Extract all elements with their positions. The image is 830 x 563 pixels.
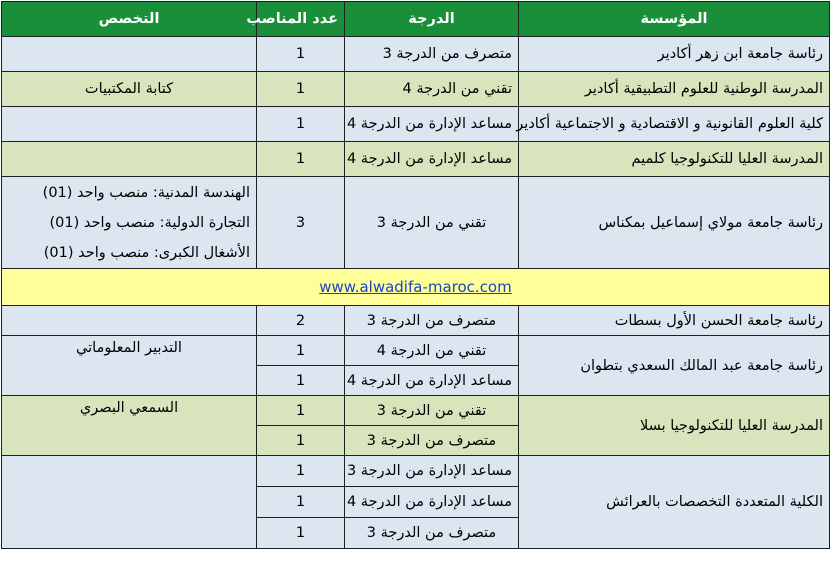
positions-cell: 2 xyxy=(257,306,345,336)
grade-cell: تقني من الدرجة 4 xyxy=(345,72,519,107)
specialty-cell xyxy=(2,37,257,72)
positions-cell: 1 xyxy=(257,107,345,142)
positions-cell: 1 xyxy=(257,37,345,72)
specialty-line: الأشغال الكبرى: منصب واحد (01) xyxy=(43,244,250,261)
table-row xyxy=(2,396,830,426)
link-row xyxy=(2,269,830,306)
header-grade: الدرجة xyxy=(345,2,519,37)
positions-cell: 1 xyxy=(257,396,345,426)
grade-cell: مساعد الإدارة من الدرجة 4 xyxy=(345,142,519,177)
table-row xyxy=(2,72,830,107)
table-row xyxy=(2,336,830,366)
positions-cell: 1 xyxy=(257,487,345,518)
grade-cell: مساعد الإدارة من الدرجة 4 xyxy=(345,487,519,518)
positions-cell: 1 xyxy=(257,426,345,456)
institution-cell: المدرسة العليا للتكنولوجيا بسلا xyxy=(519,396,830,456)
grade-cell: تقني من الدرجة 3 xyxy=(345,177,519,269)
positions-cell: 1 xyxy=(257,518,345,549)
specialty-cell xyxy=(2,177,257,269)
positions-cell: 1 xyxy=(257,456,345,487)
grade-cell: متصرف من الدرجة 3 xyxy=(345,306,519,336)
institution-cell: الكلية المتعددة التخصصات بالعرائش xyxy=(519,456,830,549)
specialty-cell xyxy=(2,456,257,549)
institution-cell: رئاسة جامعة ابن زهر أكادير xyxy=(519,37,830,72)
specialty-cell xyxy=(2,107,257,142)
institution-cell: المدرسة العليا للتكنولوجيا كلميم xyxy=(519,142,830,177)
header-row xyxy=(2,2,830,37)
grade-cell: تقني من الدرجة 3 xyxy=(345,396,519,426)
institution-cell: رئاسة جامعة الحسن الأول بسطات xyxy=(519,306,830,336)
website-link[interactable]: www.alwadifa-maroc.com xyxy=(319,278,512,296)
grade-cell: مساعد الإدارة من الدرجة 4 xyxy=(345,366,519,396)
grade-cell: متصرف من الدرجة 3 xyxy=(345,518,519,549)
table-row xyxy=(2,37,830,72)
positions-cell: 3 xyxy=(257,177,345,269)
institution-cell: المدرسة الوطنية للعلوم التطبيقية أكادير xyxy=(519,72,830,107)
table-row xyxy=(2,142,830,177)
positions-cell: 1 xyxy=(257,142,345,177)
specialty-cell xyxy=(2,142,257,177)
specialty-cell: كتابة المكتبيات xyxy=(2,72,257,107)
institution-cell: رئاسة جامعة عبد المالك السعدي بتطوان xyxy=(519,336,830,396)
institution-cell: كلية العلوم القانونية و الاقتصادية و الاجتماعية أكادير xyxy=(519,107,830,142)
table-row xyxy=(2,177,830,269)
positions-cell: 1 xyxy=(257,72,345,107)
institution-cell: رئاسة جامعة مولاي إسماعيل بمكناس xyxy=(519,177,830,269)
table-row xyxy=(2,306,830,336)
specialty-cell: السمعي البصري xyxy=(2,396,257,456)
grade-cell: متصرف من الدرجة 3 xyxy=(345,37,519,72)
specialty-line: الهندسة المدنية: منصب واحد (01) xyxy=(42,184,250,201)
specialty-cell: التدبير المعلوماتي xyxy=(2,336,257,396)
header-specialty: التخصص xyxy=(2,2,257,37)
table-row xyxy=(2,107,830,142)
specialty-cell xyxy=(2,306,257,336)
positions-table xyxy=(1,1,830,549)
grade-cell: مساعد الإدارة من الدرجة 3 xyxy=(345,456,519,487)
positions-cell: 1 xyxy=(257,366,345,396)
specialty-line: التجارة الدولية: منصب واحد (01) xyxy=(49,214,250,231)
grade-cell: مساعد الإدارة من الدرجة 4 xyxy=(345,107,519,142)
positions-cell: 1 xyxy=(257,336,345,366)
table-row xyxy=(2,456,830,487)
grade-cell: تقني من الدرجة 4 xyxy=(345,336,519,366)
header-institution: المؤسسة xyxy=(519,2,830,37)
link-cell xyxy=(2,269,830,306)
header-positions: عدد المناصب xyxy=(257,2,345,37)
grade-cell: متصرف من الدرجة 3 xyxy=(345,426,519,456)
